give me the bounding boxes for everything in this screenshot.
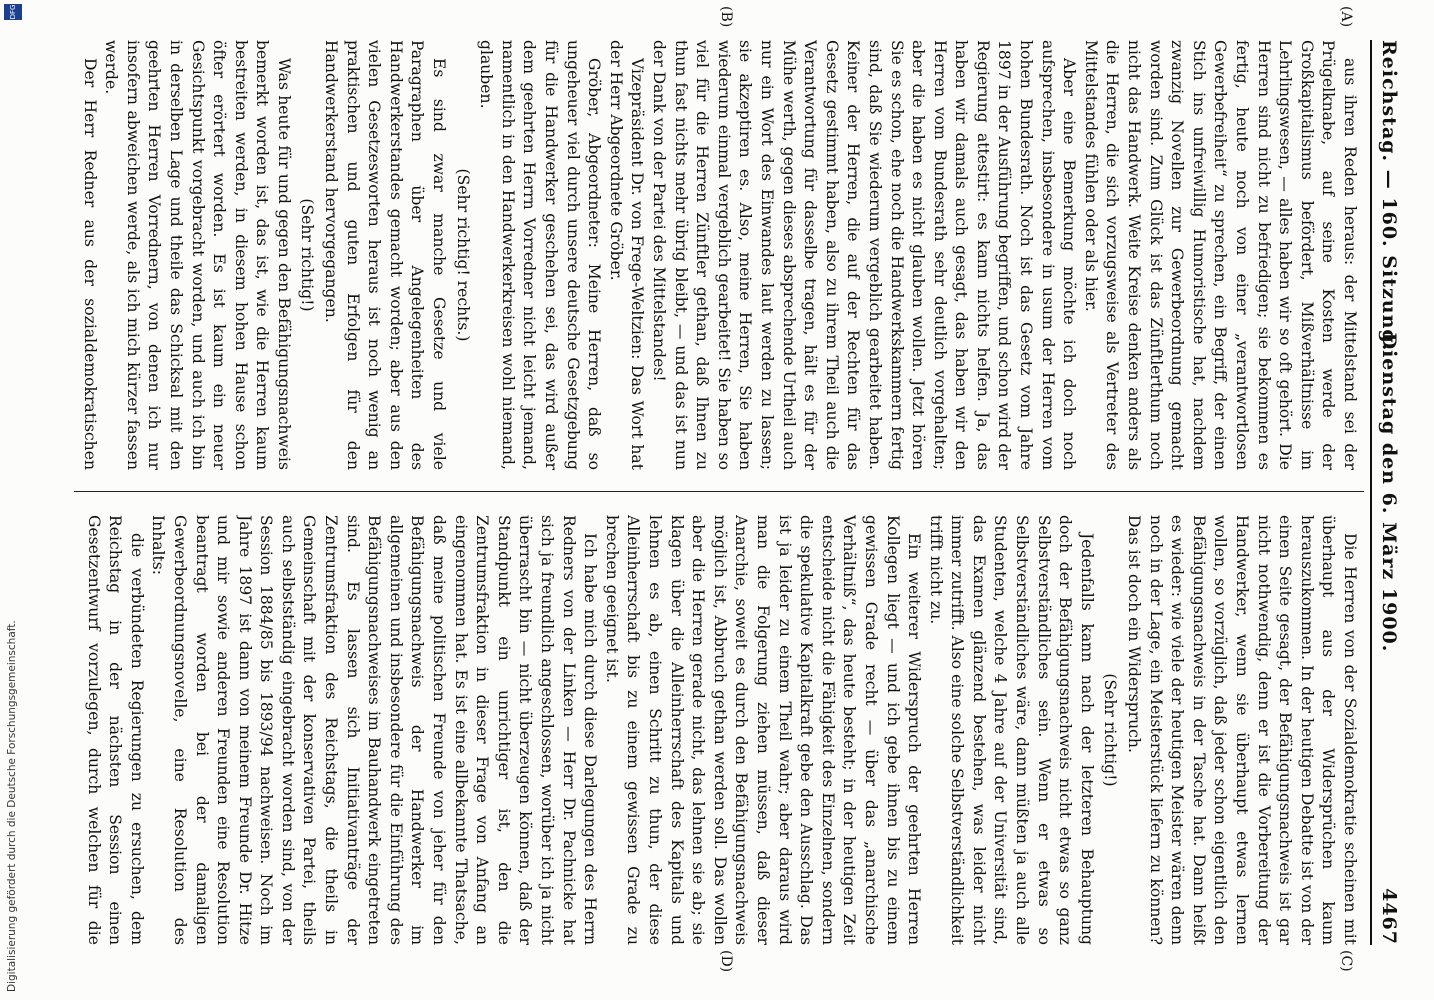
paragraph: Der Herr Redner aus der sozialdemokratischen	[80, 58, 99, 470]
paragraph: Ein weiterer Widerspruch der geehrten Herren Kollegen liegt — und ich gebe ihnen bis zu einem gewissen Grade recht — über das „anarchische Verhältniß“, das heute besteht; in der heutigen Zeit entscheide nicht die Fähigkeit des Einzelnen, sondern die spekulative Kapitalkraft gebe den Ausschlag. Das ist ja leider zu einem Theil wahr; aber daraus wird man die Folgerung ziehen müssen, daß dieser Anarchie, soweit es durch den Befähigungsnachweis möglich ist, Abbruch gethan werden soll. Das wollen aber die Herren gerade nicht, das lehnen sie ab; sie klagen über die Alleinherrschaft des Kapitals und lehnen es ab, einen Schritt zu thun, der diese Alleinherrschaft bis zu einem gewissen Grade zu brechen geeignet ist.	[602, 515, 924, 945]
right-column	[80, 515, 1360, 945]
interjection: (Sehr richtig! rechts.)	[453, 168, 472, 342]
interjection: (Sehr richtig!)	[298, 198, 317, 312]
margin-marker-b: (B)	[718, 6, 734, 28]
interjection: (Sehr richtig!)	[1101, 673, 1120, 787]
page-number: 4467	[1378, 888, 1400, 945]
paragraph: Die Herren von der Sozialdemokratie scheinen mit überhaupt aus der Widersprüchen kaum herauszukommen. In der heutigen Debatte ist von der einen Seite gesagt, der Befähigungsnachweis ist gar nicht nothwendig, denn er ist die Vorbereitung der Handwerker, wenn sie überhaupt etwas lernen wollen, so vorzüglich, daß jeder schon eigentlich den Befähigungsnachweis in der Tasche hat. Dann heißt es wieder: wie viele der heutigen Meister wären denn noch in der Lage, ein Meisterstück liefern zu können? Das ist doch ein Widerspruch.	[1125, 515, 1359, 945]
footer-strip	[0, 0, 30, 1000]
left-column	[80, 40, 1360, 470]
column-rule	[74, 491, 1364, 492]
margin-marker-c: (C)	[1338, 950, 1354, 972]
margin-marker-a: (A)	[1338, 6, 1354, 28]
paragraph: Gröber, Abgeordneter: Meine Herren, daß so ungeheuer viel durch unsere deutsche Gesetzgebung für die Handwerker geschehen sei, das wird außer dem geehrten Herrn Vorredner nicht leicht jemand, namentlich in den Handwerkerkreisen wohl niemand, glauben.	[477, 40, 604, 470]
paragraph: Aber eine Bemerkung möchte ich doch noch aufsprechen, insbesondere in usum der Herren vom hohen Bundesrath. Noch ist das Gesetz vom Jahre 1897 in der Ausführung begriffen, und schon wird der Regierung attestirt: es kann nichts helfen. Ja, das haben wir damals auch gesagt, das haben wir den Herren vom Bundesrath sehr deutlich vorgehalten; aber die haben es nicht glauben wollen. Jetzt hören Sie es schon, ehe noch die Handwerkskammern fertig sind, daß Sie wiederum vergeblich gearbeitet haben. Keiner der Herren, die auf der Rechten für das Gesetz gestimmt haben, also zu ihrem Theil auch die Verantwortung für dasselbe tragen, hält es für der Mühe werth, gegen dieses absprechende Urtheil auch nur ein Wort des Einwandes laut werden zu lassen; sie akzeptiren es. Also, meine Herren, Sie haben wiederum einmal vergeblich gearbeitet! Sie haben so viel für die Herren Zünftler gethan, daß Ihnen zu thun fast nichts mehr übrig bleibt, — und das ist nun der Dank von der Partei des Mittelstandes!	[650, 40, 1079, 470]
paragraph: Was heute für und gegen den Befähigungsnachweis bemerkt worden ist, das ist, wie die Herren kaum bestreiten werden, in diesem hohen Hause schon öfter erörtert worden. Es ist kaum ein neuer Gesichtspunkt vorgebracht worden, und auch ich bin in derselben Lage und theile das Schicksal mit den geehrten Herren Vorrednern, von denen ich nur insofern abweichen werde, als ich mich kürzer fassen werde.	[102, 40, 293, 470]
paragraph: die verbündeten Regierungen zu ersuchen, dem Reichstag in der nächsten Session einen Gesetzentwurf vorzulegen, durch welchen für die	[84, 515, 146, 945]
paragraph: Ich habe mich durch diese Darlegungen des Herrn Redners von der Linken — Herr Dr. Pachnicke hat sich ja freundlich angeschlossen, worüber ich ja nicht überrascht bin — nicht überzeugen können, daß der Standpunkt ein unrichtiger ist, den die Zentrumsfraktion in dieser Frage von Anfang an eingenommen hat. Es ist eine allbekannte Thatsache, daß meine politischen Freunde von jeher für den Befähigungsnachweis der Handwerker im allgemeinen und insbesondere für die Einführung des Befähigungsnachweises im Bauhandwerk eingetreten sind. Es lassen sich Initiativanträge der Zentrumsfraktion des Reichstags, die theils in Gemeinschaft mit der konservativen Partei, theils auch selbstständig eingebracht worden sind, von der Session 1884/85 bis 1893/94 nachweisen. Noch im Jahre 1897 ist dann von meinem Freunde Dr. Hitze und mir sowie anderen Freunden eine Resolution beantragt worden bei der damaligen Gewerbeordnungsnovelle, eine Resolution des Inhalts:	[149, 515, 600, 945]
paragraph: Jedenfalls kann nach der letzteren Behauptung doch der Befähigungsnachweis nicht etwas so ganz Selbstverständliches sein. Wenn er etwas so Selbstverständliches wäre, dann müßten ja auch alle Studenten, welche 4 Jahre auf der Universität sind, das Examen glänzend bestehen, was leider nicht immer zutrifft. Also eine solche Selbstverständlichkeit trifft nicht zu.	[926, 515, 1096, 945]
paragraph: Es sind zwar manche Gesetze und viele Paragraphen über Angelegenheiten des Handwerkerstandes gemacht worden; aber aus den vielen Gesetzesworten heraus ist noch wenig an praktischen und guten Erfolgen für den Handwerkerstand hervorgegangen.	[322, 40, 449, 470]
paragraph: aus ihren Reden heraus: der Mittelstand sei der Prügelknabe, auf seine Kosten werde der Großkapitalismus befördert, Mißverhältnisse im Lehrlingswesen, — alles haben wir so oft gehört. Die Herren sind nicht zu befriedigen; sie bekommen es fertig, heute noch von einer „verantwortlosen Gewerbefreiheit“ zu sprechen, ein Begriff, der einen Stich ins unfreiwillig Humoristische hat, nachdem zwanzig Novellen zur Gewerbeordnung gemacht worden sind. Zum Glück ist das Zünftlerthum noch nicht das Handwerk. Weite Kreise denken anders als die Herren, die sich vorzugsweise als Vertreter des Mittelstandes fühlen oder als hier.	[1081, 40, 1359, 470]
margin-marker-d: (D)	[718, 950, 734, 973]
page-header	[1370, 40, 1416, 945]
digitization-credit: Digitalisierung gefördert durch die Deutsche Forschungsgemeinschaft.	[6, 620, 18, 992]
paragraph: Vizepräsident Dr. von Frege-Weltzien: Das Wort hat der Herr Abgeordnete Gröber.	[606, 40, 647, 470]
dfg-logo-icon: DFG	[4, 4, 22, 20]
header-date: Dienstag den 6. März 1900.	[1378, 332, 1400, 653]
header-session: Reichstag. — 160. Sitzung.	[1378, 40, 1400, 352]
